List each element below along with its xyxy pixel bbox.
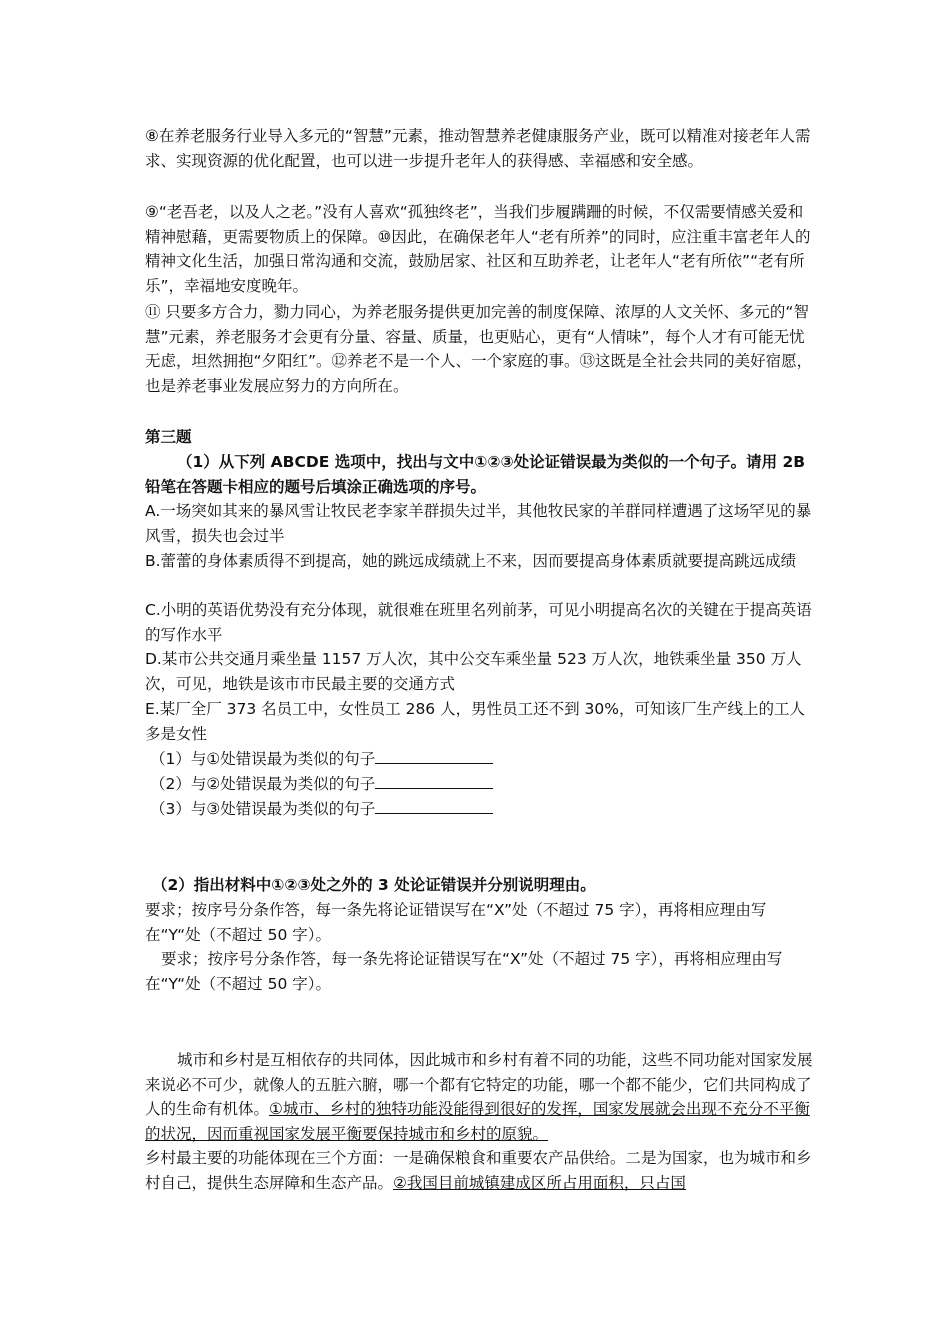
option-b: B.蕾蕾的身体素质得不到提高，她的跳远成绩就上不来，因而要提高身体素质就要提高跳远成绩 [145, 552, 797, 570]
option-e: E.某厂全厂 373 名员工中，女性员工 286 人，男性员工还不到 30%，可知该厂生产线上的工人多是女性 [145, 700, 805, 743]
answer-line[interactable] [375, 747, 493, 764]
paragraph-8: ⑧在养老服务行业导入多元的“智慧”元素，推动智慧养老健康服务产业，既可以精准对接老年人需求、实现资源的优化配置，也可以进一步提升老年人的获得感、幸福感和安全感。 [145, 127, 811, 170]
answer-blank-2 [150, 772, 820, 797]
option-a: A.一场突如其来的暴风雪让牧民老李家羊群损失过半，其他牧民家的羊群同样遭遇了这场罕见的暴风雪，损失也会过半 [145, 502, 812, 545]
answer-blank-label: （1）与①处错误最为类似的句子 [150, 750, 376, 768]
paragraph-11: ⑪ 只要多方合力，勠力同心，为养老服务提供更加完善的制度保障、浓厚的人文关怀、多元的“智慧”元素，养老服务才会更有分量、容量、质量，也更贴心，更有“人情味”，每个人才有可能无忧无虑，坦然拥抱“夕阳红”。⑫养老不是一个人、一个家庭的事。⑬这既是全社会共同的美好宿愿，也是养老事业发展应努力的方向所在。 [145, 303, 813, 395]
section-title: 第三题 [145, 428, 192, 446]
answer-line[interactable] [375, 772, 493, 789]
passage-intro: 城市和乡村是互相依存的共同体，因此城市和乡村有着不同的功能，这些不同功能对国家发展来说必不可少，就像人的五脏六腑，哪一个都有它特定的功能，哪一个都不能少，它们共同构成了人的生命有机体。 [145, 1051, 813, 1118]
answer-line[interactable] [375, 797, 493, 814]
passage-paragraph-1 [145, 1048, 815, 1146]
requirement-1: 要求；按序号分条作答，每一条先将论证错误写在“X”处（不超过 75 字），再将相应理由写在“Y“处（不超过 50 字）。 [145, 901, 767, 944]
option-d: D.某市公共交通月乘坐量 1157 万人次，其中公交车乘坐量 523 万人次，地铁乘坐量 350 万人次，可见，地铁是该市市民最主要的交通方式 [145, 650, 802, 693]
answer-blank-label: （2）与②处错误最为类似的句子 [150, 775, 376, 793]
passage-underlined-2: ②我国目前城镇建成区所占用面积，只占国 [393, 1173, 686, 1192]
passage-underlined-1: ①城市、乡村的独特功能没能得到很好的发挥，国家发展就会出现不充分不平衡的状况，因而重视国家发展平衡要保持城市和乡村的原貌。 [145, 1100, 810, 1143]
answer-blank-1 [150, 747, 820, 772]
passage-paragraph-2 [145, 1146, 815, 1195]
paragraph-9: ⑨“老吾老，以及人之老。”没有人喜欢“孤独终老”，当我们步履蹒跚的时候，不仅需要情感关爱和精神慰藉，更需要物质上的保障。⑩因此，在确保老年人“老有所养”的同时，应注重丰富老年人的精神文化生活，加强日常沟通和交流，鼓励居家、社区和互助养老，让老年人“老有所依”“老有所乐”，幸福地安度晚年。 [145, 203, 811, 295]
answer-blank-label: （3）与③处错误最为类似的句子 [150, 800, 376, 818]
question-2-instruction: （2）指出材料中①②③处之外的 3 处论证错误并分别说明理由。 [152, 876, 596, 894]
answer-blank-3 [150, 797, 820, 822]
option-c: C.小明的英语优势没有充分体现，就很难在班里名列前茅，可见小明提高名次的关键在于提高英语的写作水平 [145, 601, 812, 644]
passage-text-2: 乡村最主要的功能体现在三个方面：一是确保粮食和重要农产品供给。二是为国家，也为城市和乡村自己，提供生态屏障和生态产品。 [145, 1149, 812, 1192]
requirement-2: 要求；按序号分条作答，每一条先将论证错误写在“X”处（不超过 75 字），再将相应理由写在“Y“处（不超过 50 字）。 [145, 950, 783, 993]
question-1-instruction: （1）从下列 ABCDE 选项中，找出与文中①②③处论证错误最为类似的一个句子。请用 2B 铅笔在答题卡相应的题号后填涂正确选项的序号。 [145, 453, 806, 496]
